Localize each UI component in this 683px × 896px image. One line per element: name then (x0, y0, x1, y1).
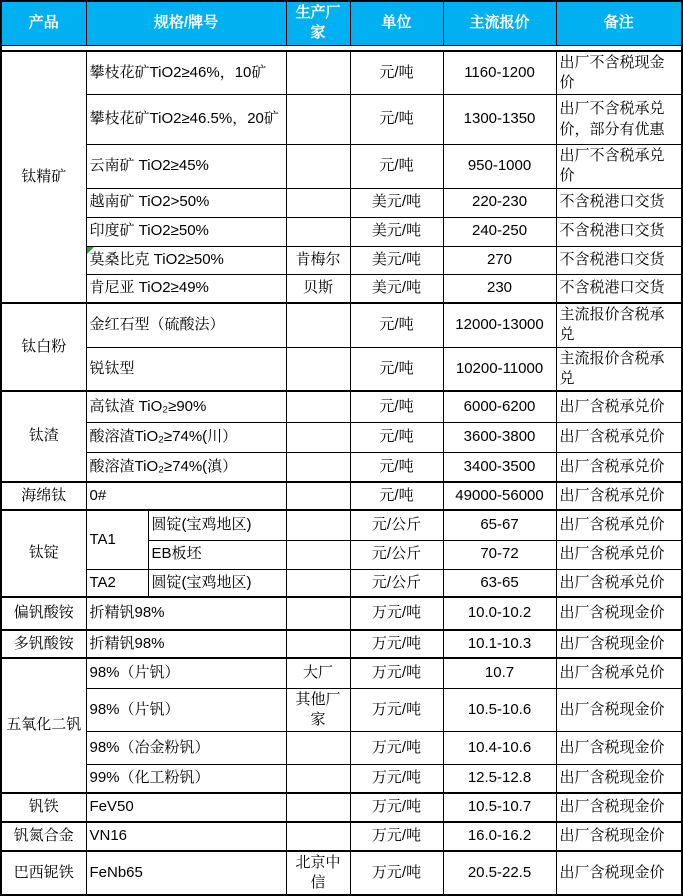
product-cell: 偏钒酸铵 (1, 597, 86, 630)
spec-cell: 圆锭(宝鸡地区) (148, 510, 286, 540)
note-cell: 不含税港口交货 (556, 274, 682, 303)
note-cell: 不含税港口交货 (556, 188, 682, 217)
note-cell: 出厂不含税承兑价 (556, 145, 682, 189)
table-row (1, 217, 682, 246)
spec-cell: FeV50 (86, 793, 286, 822)
product-cell: 五氧化二钒 (1, 658, 86, 793)
unit-cell: 元/公斤 (350, 540, 443, 569)
product-cell: 海绵钛 (1, 482, 86, 510)
manufacturer-cell (286, 793, 350, 822)
table-row (1, 658, 682, 688)
note-cell: 出厂含税承兑价 (556, 658, 682, 688)
spec-cell: 金红石型（硫酸法） (86, 303, 286, 347)
spec-cell: FeNb65 (86, 851, 286, 896)
table-row (1, 822, 682, 851)
note-cell: 不含税港口交货 (556, 217, 682, 246)
manufacturer-cell (286, 732, 350, 765)
table-row (1, 145, 682, 189)
price-cell: 70-72 (443, 540, 556, 569)
note-cell: 出厂含税现金价 (556, 851, 682, 896)
note-cell: 出厂含税现金价 (556, 765, 682, 793)
manufacturer-cell (286, 822, 350, 851)
header-spec: 规格/牌号 (86, 1, 286, 45)
manufacturer-cell (286, 452, 350, 482)
price-cell: 1300-1350 (443, 95, 556, 145)
unit-cell: 万元/吨 (350, 630, 443, 658)
table-row (1, 95, 682, 145)
table-row (1, 851, 682, 896)
spec-cell: 酸溶渣TiO₂≥74%(滇） (86, 452, 286, 482)
price-cell: 65-67 (443, 510, 556, 540)
unit-cell: 元/吨 (350, 482, 443, 510)
product-cell: 钛白粉 (1, 303, 86, 391)
spec-cell: 98%（冶金粉钒） (86, 732, 286, 765)
unit-cell: 元/吨 (350, 391, 443, 422)
table-row (1, 188, 682, 217)
note-cell: 出厂含税承兑价 (556, 569, 682, 597)
price-cell: 10.0-10.2 (443, 597, 556, 630)
table-row (1, 510, 682, 540)
table-row (1, 688, 682, 732)
price-cell: 63-65 (443, 569, 556, 597)
note-cell: 出厂含税现金价 (556, 688, 682, 732)
spec-cell: 98%（片钒） (86, 658, 286, 688)
product-cell: 多钒酸铵 (1, 630, 86, 658)
manufacturer-cell (286, 510, 350, 540)
manufacturer-cell: 肯梅尔 (286, 246, 350, 274)
product-cell: 钒铁 (1, 793, 86, 822)
manufacturer-cell (286, 597, 350, 630)
header-row (1, 1, 682, 45)
header-product: 产品 (1, 1, 86, 45)
price-cell: 270 (443, 246, 556, 274)
price-cell: 20.5-22.5 (443, 851, 556, 896)
note-cell: 出厂含税承兑价 (556, 391, 682, 422)
table-row (1, 732, 682, 765)
unit-cell: 万元/吨 (350, 688, 443, 732)
spec-cell: EB板坯 (148, 540, 286, 569)
table-row (1, 452, 682, 482)
manufacturer-cell (286, 95, 350, 145)
price-cell: 49000-56000 (443, 482, 556, 510)
header-manufacturer: 生产厂家 (286, 1, 350, 45)
note-cell: 出厂含税现金价 (556, 630, 682, 658)
manufacturer-cell (286, 482, 350, 510)
manufacturer-cell (286, 303, 350, 347)
unit-cell: 元/吨 (350, 145, 443, 189)
spec-cell: VN16 (86, 822, 286, 851)
note-cell: 出厂不含税承兑价，部分有优惠 (556, 95, 682, 145)
spec-cell: 99%（化工粉钒） (86, 765, 286, 793)
unit-cell: 元/吨 (350, 452, 443, 482)
note-cell: 出厂含税现金价 (556, 822, 682, 851)
note-cell: 出厂含税承兑价 (556, 510, 682, 540)
table-row (1, 422, 682, 452)
spec-cell: 折精钒98% (86, 630, 286, 658)
note-cell: 出厂含税承兑价 (556, 540, 682, 569)
note-cell: 出厂含税承兑价 (556, 452, 682, 482)
unit-cell: 元/吨 (350, 303, 443, 347)
spec-cell: 折精钒98% (86, 597, 286, 630)
price-cell: 10.1-10.3 (443, 630, 556, 658)
spec-cell: 印度矿 TiO2≥50% (86, 217, 286, 246)
unit-cell: 万元/吨 (350, 822, 443, 851)
price-cell: 10200-11000 (443, 347, 556, 391)
price-cell: 10.7 (443, 658, 556, 688)
spec-cell: 98%（片钒） (86, 688, 286, 732)
table-row (1, 765, 682, 793)
unit-cell: 元/吨 (350, 95, 443, 145)
price-cell: 3400-3500 (443, 452, 556, 482)
unit-cell: 元/公斤 (350, 510, 443, 540)
price-cell: 12000-13000 (443, 303, 556, 347)
unit-cell: 万元/吨 (350, 793, 443, 822)
grade-cell: TA2 (86, 569, 148, 597)
unit-cell: 万元/吨 (350, 658, 443, 688)
price-cell: 220-230 (443, 188, 556, 217)
manufacturer-cell (286, 540, 350, 569)
spec-cell: 攀枝花矿TiO2≥46%，10矿 (86, 51, 286, 95)
price-cell: 240-250 (443, 217, 556, 246)
spec-cell: 酸溶渣TiO₂≥74%(川） (86, 422, 286, 452)
unit-cell: 万元/吨 (350, 732, 443, 765)
spec-cell: 莫桑比克 TiO2≥50% (86, 246, 286, 274)
table-row (1, 482, 682, 510)
note-cell: 不含税港口交货 (556, 246, 682, 274)
manufacturer-cell (286, 630, 350, 658)
note-cell: 出厂含税现金价 (556, 793, 682, 822)
unit-cell: 美元/吨 (350, 188, 443, 217)
product-cell: 钛精矿 (1, 51, 86, 304)
spec-cell: 云南矿 TiO2≥45% (86, 145, 286, 189)
note-cell: 出厂含税现金价 (556, 732, 682, 765)
unit-cell: 美元/吨 (350, 217, 443, 246)
manufacturer-cell (286, 51, 350, 95)
note-cell: 出厂含税现金价 (556, 597, 682, 630)
price-cell: 10.4-10.6 (443, 732, 556, 765)
manufacturer-cell: 大厂 (286, 658, 350, 688)
price-cell: 16.0-16.2 (443, 822, 556, 851)
price-cell: 6000-6200 (443, 391, 556, 422)
manufacturer-cell (286, 391, 350, 422)
price-cell: 230 (443, 274, 556, 303)
header-price: 主流报价 (443, 1, 556, 45)
spec-cell: 0# (86, 482, 286, 510)
price-cell: 3600-3800 (443, 422, 556, 452)
manufacturer-cell (286, 145, 350, 189)
spec-cell: 高钛渣 TiO₂≥90% (86, 391, 286, 422)
price-cell: 12.5-12.8 (443, 765, 556, 793)
note-cell: 主流报价含税承兑 (556, 303, 682, 347)
unit-cell: 万元/吨 (350, 765, 443, 793)
note-cell: 出厂不含税现金价 (556, 51, 682, 95)
product-cell: 钛锭 (1, 510, 86, 597)
header-unit: 单位 (350, 1, 443, 45)
manufacturer-cell (286, 765, 350, 793)
unit-cell: 元/吨 (350, 347, 443, 391)
unit-cell: 元/吨 (350, 422, 443, 452)
cell-corner-marker-icon (87, 247, 94, 254)
manufacturer-cell (286, 217, 350, 246)
table-body (1, 51, 682, 896)
unit-cell: 元/吨 (350, 51, 443, 95)
price-cell: 10.5-10.7 (443, 793, 556, 822)
table-row (1, 630, 682, 658)
unit-cell: 万元/吨 (350, 851, 443, 896)
table-row (1, 347, 682, 391)
manufacturer-cell (286, 188, 350, 217)
spec-cell: 攀枝花矿TiO2≥46.5%，20矿 (86, 95, 286, 145)
note-cell: 主流报价含税承兑 (556, 347, 682, 391)
manufacturer-cell: 贝斯 (286, 274, 350, 303)
spec-cell: 锐钛型 (86, 347, 286, 391)
price-cell: 950-1000 (443, 145, 556, 189)
unit-cell: 元/公斤 (350, 569, 443, 597)
unit-cell: 万元/吨 (350, 597, 443, 630)
spec-cell: 圆锭(宝鸡地区) (148, 569, 286, 597)
table-row (1, 569, 682, 597)
price-cell: 10.5-10.6 (443, 688, 556, 732)
product-cell: 钒氮合金 (1, 822, 86, 851)
unit-cell: 美元/吨 (350, 274, 443, 303)
table-row (1, 274, 682, 303)
product-cell: 钛渣 (1, 391, 86, 482)
product-cell: 巴西铌铁 (1, 851, 86, 896)
table-row (1, 246, 682, 274)
grade-cell: TA1 (86, 510, 148, 569)
manufacturer-cell (286, 569, 350, 597)
note-cell: 出厂含税承兑价 (556, 482, 682, 510)
table-row (1, 391, 682, 422)
table-row (1, 51, 682, 95)
manufacturer-cell (286, 347, 350, 391)
price-cell: 1160-1200 (443, 51, 556, 95)
manufacturer-cell: 其他厂家 (286, 688, 350, 732)
header-note: 备注 (556, 1, 682, 45)
spec-cell: 越南矿 TiO2>50% (86, 188, 286, 217)
spec-cell: 肯尼亚 TiO2≥49% (86, 274, 286, 303)
manufacturer-cell (286, 422, 350, 452)
note-cell: 出厂含税承兑价 (556, 422, 682, 452)
unit-cell: 美元/吨 (350, 246, 443, 274)
table-row (1, 597, 682, 630)
manufacturer-cell: 北京中信 (286, 851, 350, 896)
table-row (1, 303, 682, 347)
table-row (1, 793, 682, 822)
